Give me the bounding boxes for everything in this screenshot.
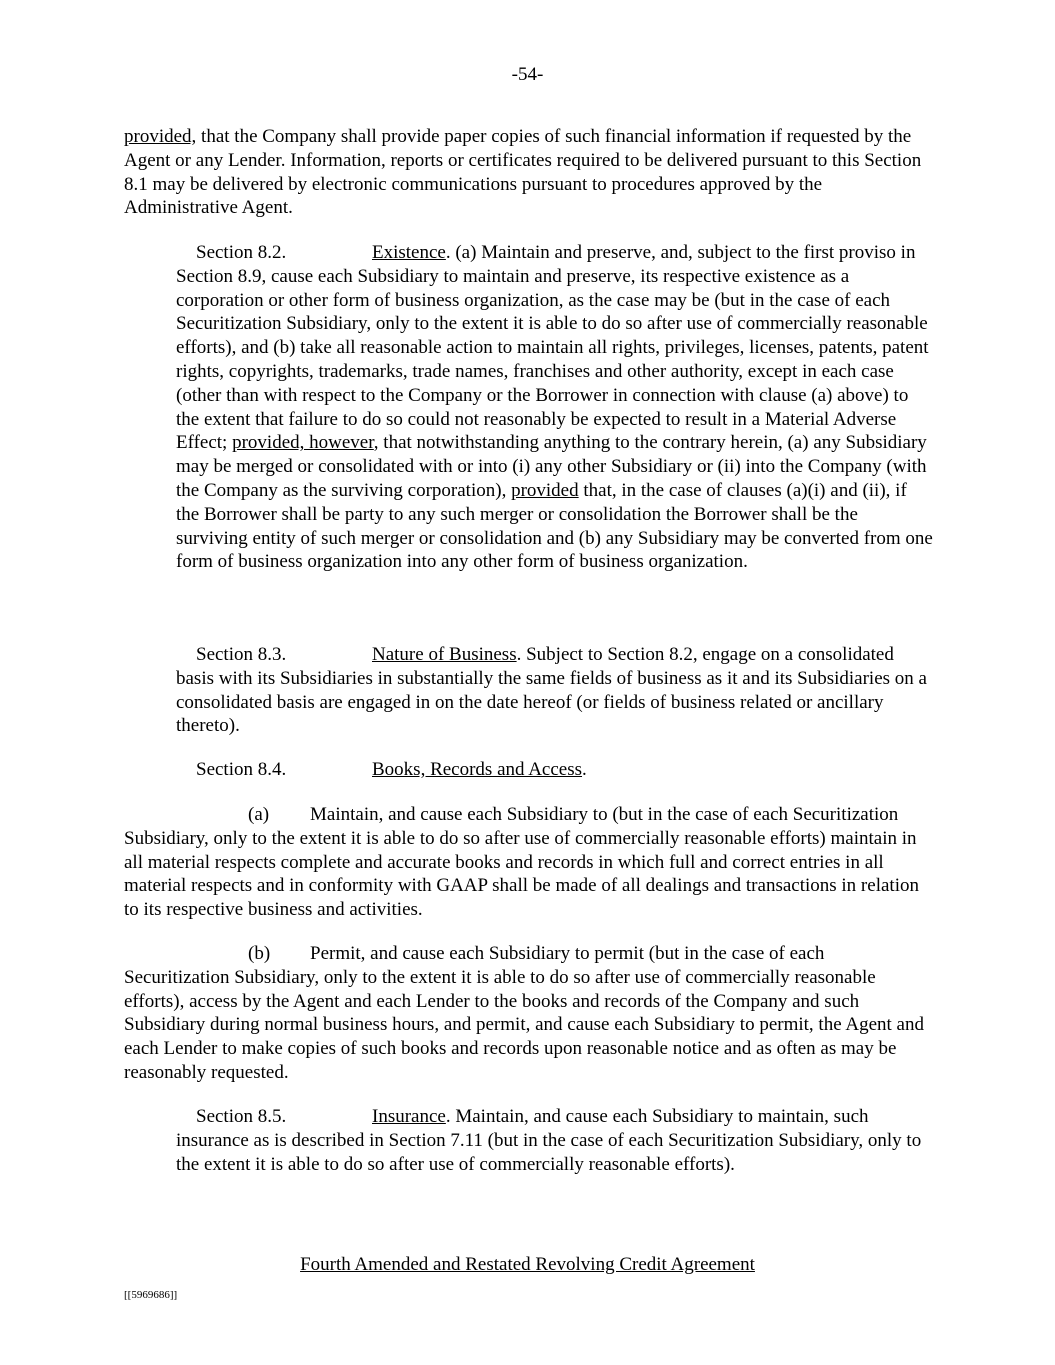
section-8-5-label: Section 8.5. [196, 1106, 287, 1127]
section-8-2-text-1: . (a) Maintain and preserve, and, subject to the first proviso in Section 8.9, cause each Subsidiary to maintain and preserve, its respective existence as a corporation or other form of business organization, as the case may be (but in the case of each Securitization Subsidiary, only to the extent it is able to do so after use of commercially reasonable efforts), and (b) take all reasonable action to maintain all rights, privileges, licenses, patents, patent rights, copyrights, trademarks, trade names, franchises and other authority, except in each case (other than with respect to the Company or the Borrower in connection with clause (a) above) to the extent that failure to do so could not reasonably be expected to result in a Material Adverse Effect; [176, 242, 929, 454]
section-8-2-heading: Existence [372, 242, 446, 263]
section-8-2-proviso-1: provided, however [232, 432, 374, 454]
section-8-5-text: . Maintain, and cause each Subsidiary to maintain, such insurance as is described in Section 7.11 (but in the case of each Securitization Subsidiary, only to the extent it is able to do so after use of commercially reasonable efforts). [176, 1106, 922, 1175]
section-8-4-period: . [582, 759, 587, 780]
section-8-2-text-3: that, in the case of clauses (a)(i) and (ii), if the Borrower shall be party to any such merger or consolidation the Borrower shall be the surviving entity of such merger or consolidation and (b) any Subsidiary may be converted from one form of business organization into any other form of business organization. [176, 479, 933, 573]
section-8-2-text-2: , that notwithstanding anything to the contrary herein, (a) any Subsidiary may be merged or consolidated with or into (i) any other Subsidiary or (ii) into the Company (with the Company as the surviving corporation), [176, 432, 927, 501]
section-8-4-clause-b [124, 942, 934, 1085]
section-8-3 [176, 643, 934, 738]
section-8-2-proviso-2: provided [511, 479, 579, 501]
section-8-4-clause-a [124, 803, 934, 922]
footer-document-id: [[5969686]] [124, 1289, 178, 1301]
clause-a-text: Maintain, and cause each Subsidiary to (but in the case of each Securitization Subsidiary, only to the extent it is able to do so after use of commercially reasonable efforts) maintain in all material respects complete and accurate books and records in which full and correct entries in all material respects and in conformity with GAAP shall be made of all dealings and transactions in relation to its respective business and activities. [124, 804, 919, 921]
footer-agreement-title: Fourth Amended and Restated Revolving Credit Agreement [300, 1254, 755, 1275]
provided-term: provided, [124, 126, 197, 147]
section-8-3-label: Section 8.3. [196, 644, 287, 665]
clause-a-label: (a) [248, 804, 270, 825]
section-8-4-label: Section 8.4. [196, 759, 287, 780]
clause-b-label: (b) [248, 943, 271, 964]
page-number: -54- [511, 64, 544, 85]
clause-b-text: Permit, and cause each Subsidiary to permit (but in the case of each Securitization Subsidiary, only to the extent it is able to do so after use of commercially reasonable efforts), access by the Agent and each Lender to the books and records of the Company and such Subsidiary during normal business hours, and permit, and cause each Subsidiary to permit, the Agent and each Lender to make copies of such books and records upon reasonable notice and as often as may be reasonably requested. [124, 943, 924, 1083]
section-8-2 [176, 241, 934, 574]
section-8-5 [176, 1105, 934, 1176]
section-8-2-label: Section 8.2. [196, 242, 287, 263]
intro-text: that the Company shall provide paper copies of such financial information if requested by the Agent or any Lender. Information, reports or certificates required to be delivered pursuant to this Section 8.1 may be delivered by electronic communications pursuant to procedures approved by the Administrative Agent. [124, 126, 922, 219]
section-8-3-text: . Subject to Section 8.2, engage on a consolidated basis with its Subsidiaries in substantially the same fields of business as it and its Subsidiaries on a consolidated basis are engaged in on the date hereof (or fields of business related or ancillary thereto). [176, 644, 927, 737]
intro-paragraph [124, 125, 934, 220]
section-8-5-heading: Insurance [372, 1106, 446, 1127]
section-8-4 [176, 758, 934, 782]
section-8-4-heading: Books, Records and Access [372, 759, 583, 780]
section-8-3-heading: Nature of Business [372, 644, 517, 665]
